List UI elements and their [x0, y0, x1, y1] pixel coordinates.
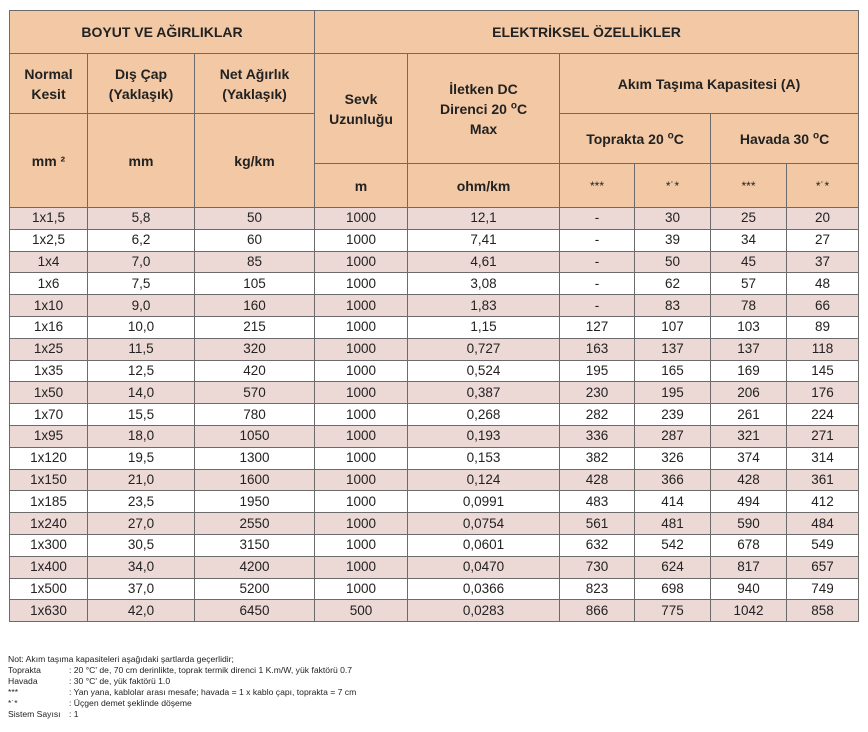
table-row [10, 273, 859, 295]
cell-air-trefoil: 361 [787, 469, 859, 491]
cell-resistance: 0,153 [408, 447, 560, 469]
table-row [10, 469, 859, 491]
cell-resistance: 0,124 [408, 469, 560, 491]
header-normal-section: Normal Kesit [10, 54, 88, 114]
unit-section: mm ² [10, 114, 88, 208]
cell-section: 1x300 [10, 534, 88, 556]
cell-weight: 105 [195, 273, 315, 295]
cell-air-trefoil: 271 [787, 425, 859, 447]
cell-section: 1x400 [10, 556, 88, 578]
cell-length: 1000 [315, 360, 408, 382]
cell-soil-trefoil: 62 [635, 273, 711, 295]
cell-soil-trefoil: 775 [635, 600, 711, 622]
cell-air-trefoil: 314 [787, 447, 859, 469]
cell-section: 1x35 [10, 360, 88, 382]
cell-diameter: 7,0 [88, 251, 195, 273]
table-row [10, 382, 859, 404]
cell-soil-trefoil: 698 [635, 578, 711, 600]
cell-resistance: 12,1 [408, 208, 560, 230]
cell-air-trefoil: 224 [787, 404, 859, 426]
unit-length: m [315, 164, 408, 208]
table-row [10, 513, 859, 535]
cell-air-flat: 494 [711, 491, 787, 513]
cell-weight: 1050 [195, 425, 315, 447]
cell-section: 1x2,5 [10, 229, 88, 251]
cell-air-trefoil: 145 [787, 360, 859, 382]
cell-diameter: 42,0 [88, 600, 195, 622]
cell-soil-flat: - [560, 251, 635, 273]
cell-soil-flat: 282 [560, 404, 635, 426]
cell-soil-flat: 127 [560, 316, 635, 338]
cell-resistance: 0,0991 [408, 491, 560, 513]
cell-diameter: 27,0 [88, 513, 195, 535]
header-dc-resistance-suffix: C Max [469, 100, 528, 137]
header-dc-resistance-prefix: İletken DC Direnci 20 [440, 80, 518, 117]
cell-air-flat: 78 [711, 295, 787, 317]
air-flat-mark: *** [711, 164, 787, 208]
cell-weight: 215 [195, 316, 315, 338]
cell-soil-trefoil: 239 [635, 404, 711, 426]
cell-weight: 50 [195, 208, 315, 230]
cell-section: 1x95 [10, 425, 88, 447]
cell-weight: 6450 [195, 600, 315, 622]
unit-resistance: ohm/km [408, 164, 560, 208]
cell-soil-flat: 632 [560, 534, 635, 556]
cell-section: 1x630 [10, 600, 88, 622]
cell-soil-trefoil: 326 [635, 447, 711, 469]
cell-soil-trefoil: 107 [635, 316, 711, 338]
cell-air-flat: 25 [711, 208, 787, 230]
cell-diameter: 15,5 [88, 404, 195, 426]
cell-weight: 60 [195, 229, 315, 251]
cell-air-flat: 57 [711, 273, 787, 295]
note-item [8, 709, 356, 720]
cell-soil-flat: 866 [560, 600, 635, 622]
table-row [10, 600, 859, 622]
cell-section: 1x10 [10, 295, 88, 317]
cell-weight: 4200 [195, 556, 315, 578]
header-shipping-length [315, 54, 408, 164]
cell-soil-trefoil: 366 [635, 469, 711, 491]
cell-section: 1x150 [10, 469, 88, 491]
group-header-electrical: ELEKTRİKSEL ÖZELLİKLER [315, 11, 859, 54]
cell-soil-flat: 382 [560, 447, 635, 469]
cell-air-flat: 261 [711, 404, 787, 426]
cell-length: 1000 [315, 251, 408, 273]
header-net-weight: Net Ağırlık (Yaklaşık) [195, 54, 315, 114]
cell-air-flat: 1042 [711, 600, 787, 622]
cell-air-flat: 321 [711, 425, 787, 447]
cell-section: 1x185 [10, 491, 88, 513]
note-key: *˙* [8, 698, 18, 709]
cell-length: 1000 [315, 338, 408, 360]
cell-section: 1x16 [10, 316, 88, 338]
table-row [10, 251, 859, 273]
header-air-30c [711, 114, 859, 164]
cell-air-trefoil: 484 [787, 513, 859, 535]
degree-sup: o [813, 129, 820, 141]
note-item [8, 676, 356, 687]
cell-diameter: 21,0 [88, 469, 195, 491]
cell-air-trefoil: 657 [787, 556, 859, 578]
table-body [10, 208, 859, 622]
cell-soil-trefoil: 165 [635, 360, 711, 382]
cell-air-flat: 103 [711, 316, 787, 338]
cell-soil-trefoil: 83 [635, 295, 711, 317]
cell-air-flat: 34 [711, 229, 787, 251]
cell-soil-trefoil: 39 [635, 229, 711, 251]
cell-resistance: 0,387 [408, 382, 560, 404]
group-header-dimensions: BOYUT VE AĞIRLIKLAR [10, 11, 315, 54]
cell-diameter: 6,2 [88, 229, 195, 251]
cell-air-trefoil: 412 [787, 491, 859, 513]
cell-length: 1000 [315, 578, 408, 600]
table-row [10, 425, 859, 447]
table-row [10, 404, 859, 426]
cell-resistance: 0,0754 [408, 513, 560, 535]
cell-section: 1x1,5 [10, 208, 88, 230]
cell-diameter: 10,0 [88, 316, 195, 338]
cell-resistance: 0,268 [408, 404, 560, 426]
cell-resistance: 0,193 [408, 425, 560, 447]
cell-length: 1000 [315, 469, 408, 491]
cell-air-flat: 137 [711, 338, 787, 360]
soil-flat-mark: *** [560, 164, 635, 208]
note-item [8, 698, 356, 709]
cell-length: 1000 [315, 404, 408, 426]
degree-sup: o [667, 129, 674, 141]
cell-air-flat: 45 [711, 251, 787, 273]
cell-length: 1000 [315, 229, 408, 251]
cell-air-trefoil: 749 [787, 578, 859, 600]
note-value: : Üçgen demet şeklinde döşeme [69, 698, 192, 709]
cell-diameter: 12,5 [88, 360, 195, 382]
cell-air-trefoil: 89 [787, 316, 859, 338]
table-row [10, 578, 859, 600]
cell-weight: 160 [195, 295, 315, 317]
cell-length: 1000 [315, 208, 408, 230]
cell-length: 500 [315, 600, 408, 622]
cell-resistance: 0,524 [408, 360, 560, 382]
cell-air-flat: 590 [711, 513, 787, 535]
table-row [10, 295, 859, 317]
cell-air-flat: 940 [711, 578, 787, 600]
cell-diameter: 11,5 [88, 338, 195, 360]
cell-diameter: 18,0 [88, 425, 195, 447]
degree-sup: o [510, 99, 517, 111]
cell-section: 1x4 [10, 251, 88, 273]
cell-section: 1x240 [10, 513, 88, 535]
cell-length: 1000 [315, 273, 408, 295]
cell-weight: 320 [195, 338, 315, 360]
cell-soil-flat: - [560, 208, 635, 230]
cell-air-trefoil: 27 [787, 229, 859, 251]
air-suffix: C [819, 130, 830, 147]
cell-length: 1000 [315, 556, 408, 578]
cell-weight: 2550 [195, 513, 315, 535]
cell-air-trefoil: 20 [787, 208, 859, 230]
header-soil-20c [560, 114, 711, 164]
cell-resistance: 0,727 [408, 338, 560, 360]
cell-section: 1x25 [10, 338, 88, 360]
cell-soil-flat: 823 [560, 578, 635, 600]
cell-resistance: 0,0283 [408, 600, 560, 622]
cell-resistance: 1,83 [408, 295, 560, 317]
cell-air-flat: 206 [711, 382, 787, 404]
cell-air-flat: 678 [711, 534, 787, 556]
cell-weight: 1300 [195, 447, 315, 469]
cell-resistance: 3,08 [408, 273, 560, 295]
cell-length: 1000 [315, 425, 408, 447]
note-key: *** [8, 687, 19, 698]
cell-diameter: 23,5 [88, 491, 195, 513]
cell-resistance: 0,0366 [408, 578, 560, 600]
cell-soil-flat: - [560, 295, 635, 317]
note-value: : 20 °C' de, 70 cm derinlikte, toprak termik direnci 1 K.m/W, yük faktörü 0.7 [69, 665, 353, 676]
note-value: : 30 °C' de, yük faktörü 1.0 [69, 676, 171, 687]
cell-weight: 420 [195, 360, 315, 382]
cell-weight: 570 [195, 382, 315, 404]
cell-resistance: 1,15 [408, 316, 560, 338]
soil-prefix: Toprakta 20 [586, 130, 664, 147]
cell-air-flat: 169 [711, 360, 787, 382]
unit-weight: kg/km [195, 114, 315, 208]
soil-trefoil-mark: *˙* [635, 164, 711, 208]
cell-soil-flat: 561 [560, 513, 635, 535]
table-row [10, 338, 859, 360]
cell-length: 1000 [315, 513, 408, 535]
notes-list [8, 665, 356, 720]
note-value: : 1 [69, 709, 79, 720]
cell-soil-flat: 230 [560, 382, 635, 404]
cell-air-flat: 374 [711, 447, 787, 469]
cell-weight: 3150 [195, 534, 315, 556]
cell-air-trefoil: 176 [787, 382, 859, 404]
cell-soil-trefoil: 195 [635, 382, 711, 404]
cell-weight: 780 [195, 404, 315, 426]
cell-resistance: 4,61 [408, 251, 560, 273]
cell-section: 1x500 [10, 578, 88, 600]
cell-length: 1000 [315, 534, 408, 556]
table-row [10, 491, 859, 513]
cell-air-trefoil: 549 [787, 534, 859, 556]
notes-title: Not: Akım taşıma kapasiteleri aşağıdaki şartlarda geçerlidir; [8, 654, 234, 664]
cell-diameter: 7,5 [88, 273, 195, 295]
cell-soil-flat: 336 [560, 425, 635, 447]
cell-soil-trefoil: 50 [635, 251, 711, 273]
cell-length: 1000 [315, 447, 408, 469]
cell-soil-flat: 428 [560, 469, 635, 491]
cell-air-trefoil: 37 [787, 251, 859, 273]
cell-soil-flat: 483 [560, 491, 635, 513]
cell-air-trefoil: 66 [787, 295, 859, 317]
cell-diameter: 14,0 [88, 382, 195, 404]
cell-resistance: 0,0470 [408, 556, 560, 578]
cell-weight: 85 [195, 251, 315, 273]
cell-air-trefoil: 48 [787, 273, 859, 295]
cell-weight: 1950 [195, 491, 315, 513]
note-value: : Yan yana, kablolar arası mesafe; havada = 1 x kablo çapı, toprakta = 7 cm [69, 687, 357, 698]
table-row [10, 208, 859, 230]
header-outer-diameter: Dış Çap (Yaklaşık) [88, 54, 195, 114]
cell-length: 1000 [315, 295, 408, 317]
note-item [8, 665, 356, 676]
cell-air-flat: 817 [711, 556, 787, 578]
cell-length: 1000 [315, 316, 408, 338]
cell-section: 1x70 [10, 404, 88, 426]
table-row [10, 534, 859, 556]
cell-air-trefoil: 118 [787, 338, 859, 360]
note-item [8, 687, 356, 698]
cell-soil-flat: 163 [560, 338, 635, 360]
cell-section: 1x6 [10, 273, 88, 295]
table-row [10, 556, 859, 578]
cell-diameter: 37,0 [88, 578, 195, 600]
note-key: Toprakta [8, 665, 41, 676]
cell-weight: 5200 [195, 578, 315, 600]
table-row [10, 229, 859, 251]
cell-soil-trefoil: 414 [635, 491, 711, 513]
cell-resistance: 0,0601 [408, 534, 560, 556]
air-trefoil-mark: *˙* [787, 164, 859, 208]
cell-soil-flat: - [560, 229, 635, 251]
note-key: Sistem Sayısı [8, 709, 61, 720]
note-key: Havada [8, 676, 38, 687]
cell-soil-trefoil: 542 [635, 534, 711, 556]
cell-diameter: 34,0 [88, 556, 195, 578]
cell-soil-trefoil: 481 [635, 513, 711, 535]
table-row [10, 447, 859, 469]
cell-soil-trefoil: 624 [635, 556, 711, 578]
cell-weight: 1600 [195, 469, 315, 491]
header-current-capacity: Akım Taşıma Kapasitesi (A) [560, 54, 859, 114]
air-prefix: Havada 30 [739, 130, 810, 147]
cable-spec-table [9, 10, 859, 622]
cell-diameter: 19,5 [88, 447, 195, 469]
cell-soil-flat: 195 [560, 360, 635, 382]
cell-diameter: 5,8 [88, 208, 195, 230]
cell-section: 1x50 [10, 382, 88, 404]
soil-suffix: C [673, 130, 684, 147]
header-dc-resistance [408, 54, 560, 164]
table-row [10, 316, 859, 338]
cell-soil-trefoil: 137 [635, 338, 711, 360]
cell-section: 1x120 [10, 447, 88, 469]
cell-diameter: 9,0 [88, 295, 195, 317]
table-row [10, 360, 859, 382]
unit-diameter: mm [88, 114, 195, 208]
cell-resistance: 7,41 [408, 229, 560, 251]
cell-soil-trefoil: 287 [635, 425, 711, 447]
cell-air-flat: 428 [711, 469, 787, 491]
cell-length: 1000 [315, 491, 408, 513]
header-shipping-length-label: Sevk Uzunluğu [329, 90, 393, 127]
cell-diameter: 30,5 [88, 534, 195, 556]
cell-length: 1000 [315, 382, 408, 404]
cell-soil-flat: - [560, 273, 635, 295]
cell-soil-flat: 730 [560, 556, 635, 578]
cell-air-trefoil: 858 [787, 600, 859, 622]
cell-soil-trefoil: 30 [635, 208, 711, 230]
notes-block [8, 654, 356, 721]
